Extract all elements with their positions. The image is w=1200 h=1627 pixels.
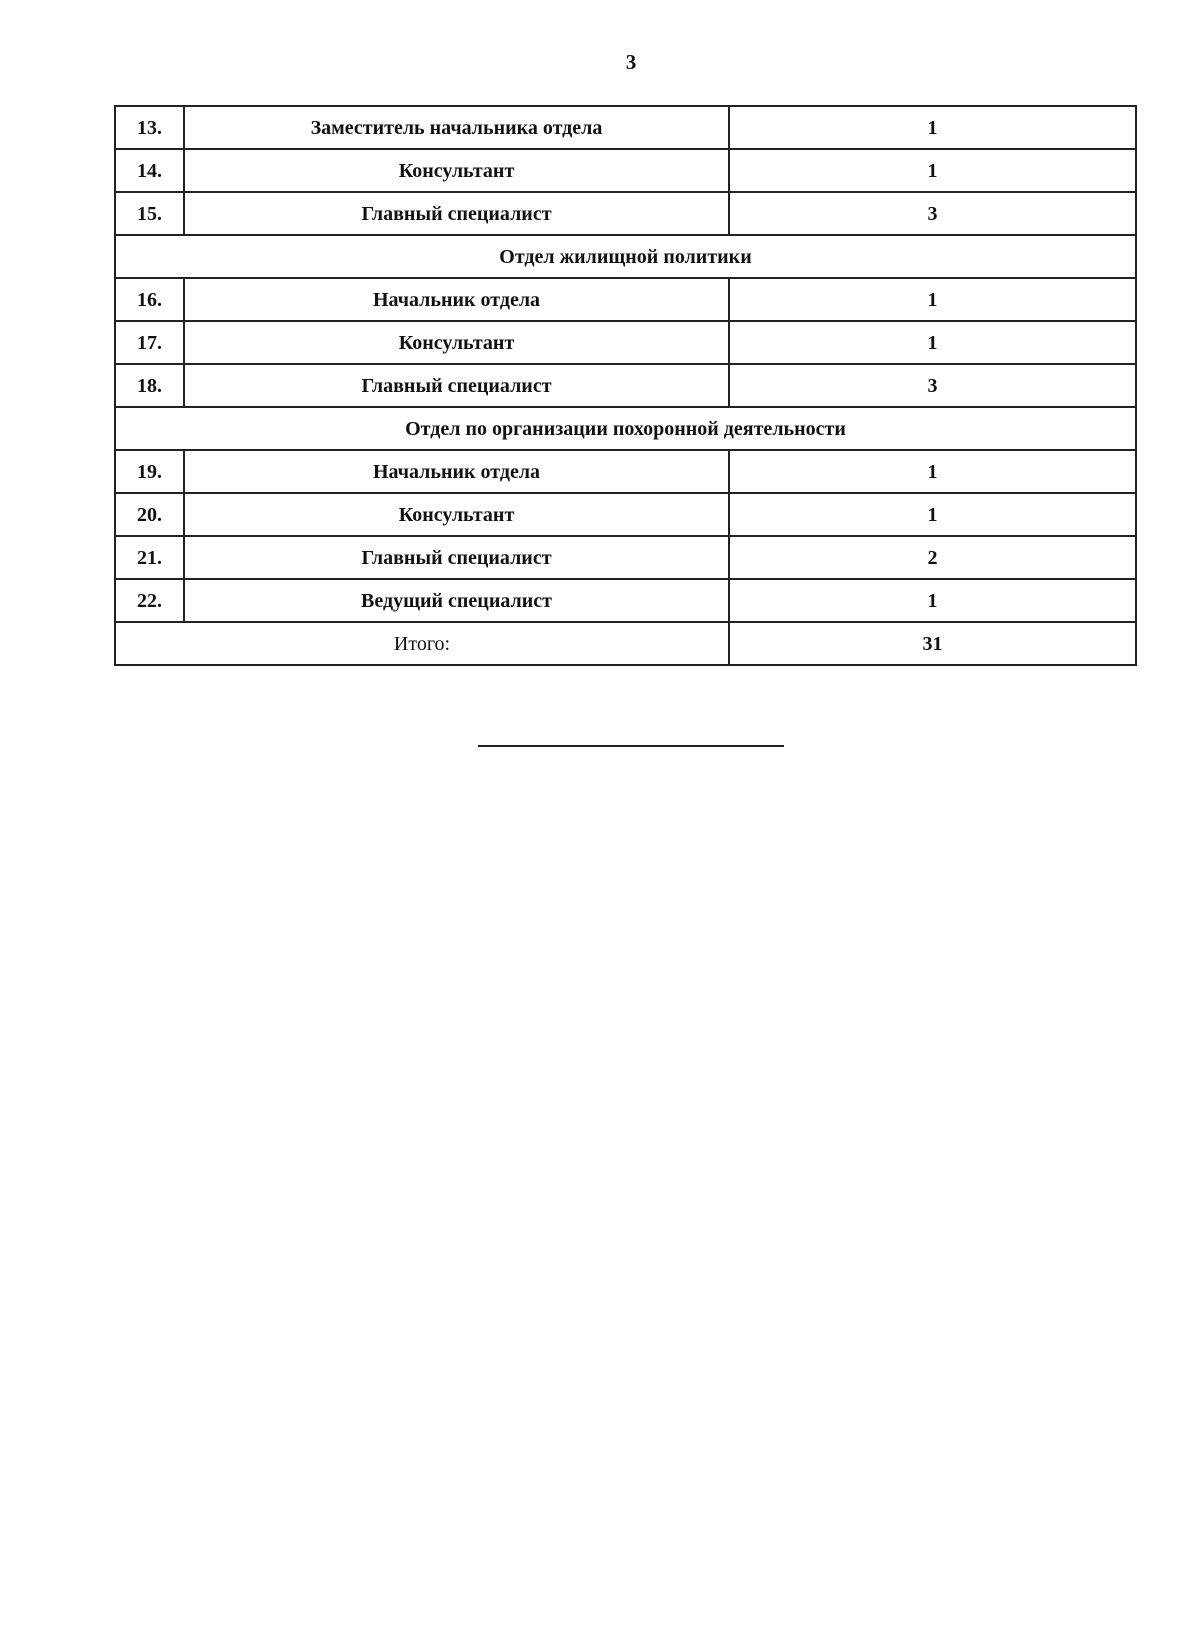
staff-count: 1 [729,450,1136,493]
position-title: Заместитель начальника отдела [184,106,729,149]
position-title: Ведущий специалист [184,579,729,622]
row-number: 21. [115,536,184,579]
staff-count: 1 [729,493,1136,536]
section-title: Отдел жилищной политики [115,235,1136,278]
table-row [115,364,1136,407]
section-row [115,407,1136,450]
section-title: Отдел по организации похоронной деятельности [115,407,1136,450]
staff-count: 2 [729,536,1136,579]
row-number: 17. [115,321,184,364]
staff-count: 1 [729,579,1136,622]
staff-table-body [115,106,1136,665]
row-number: 13. [115,106,184,149]
total-row [115,622,1136,665]
total-label: Итого: [115,622,729,665]
staff-count: 3 [729,364,1136,407]
row-number: 16. [115,278,184,321]
staff-count: 1 [729,321,1136,364]
table-row [115,450,1136,493]
table-row [115,149,1136,192]
staff-count: 3 [729,192,1136,235]
table-row [115,493,1136,536]
table-row [115,536,1136,579]
position-title: Консультант [184,493,729,536]
table-row [115,321,1136,364]
position-title: Главный специалист [184,192,729,235]
table-row [115,579,1136,622]
staff-count: 1 [729,106,1136,149]
page-number: 3 [625,50,637,74]
position-title: Начальник отдела [184,278,729,321]
row-number: 15. [115,192,184,235]
row-number: 22. [115,579,184,622]
position-title: Консультант [184,149,729,192]
position-title: Начальник отдела [184,450,729,493]
row-number: 20. [115,493,184,536]
row-number: 19. [115,450,184,493]
staff-table [114,105,1137,666]
staff-count: 1 [729,278,1136,321]
position-title: Консультант [184,321,729,364]
position-title: Главный специалист [184,536,729,579]
position-title: Главный специалист [184,364,729,407]
row-number: 14. [115,149,184,192]
row-number: 18. [115,364,184,407]
end-rule [478,745,784,747]
section-row [115,235,1136,278]
table-row [115,278,1136,321]
staff-count: 1 [729,149,1136,192]
total-value: 31 [729,622,1136,665]
table-row [115,106,1136,149]
table-row [115,192,1136,235]
